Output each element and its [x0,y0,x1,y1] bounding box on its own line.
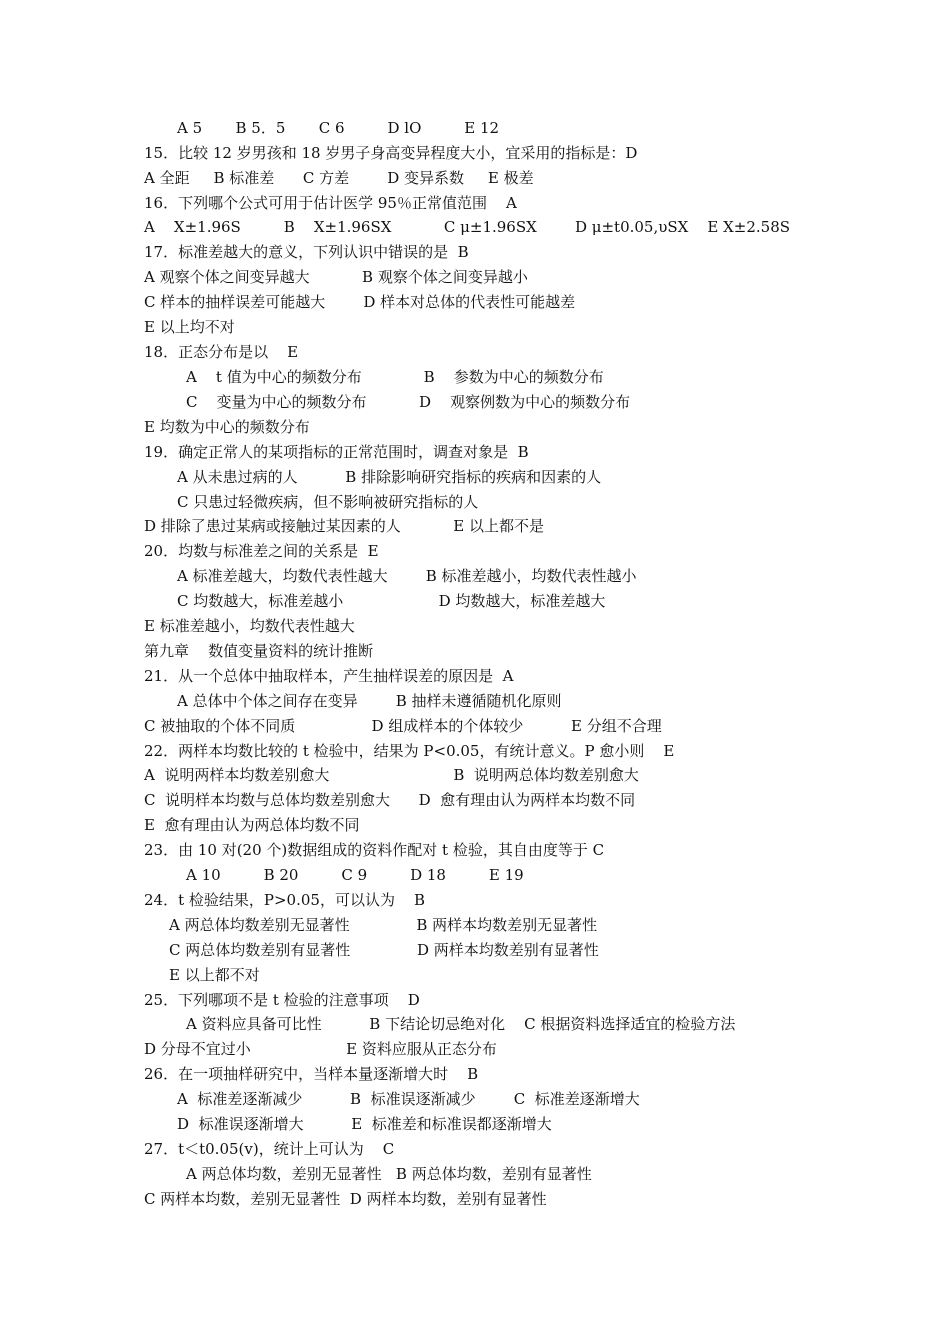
text-line: C 说明样本均数与总体均数差别愈大 D 愈有理由认为两样本均数不同 [144,791,636,809]
text-line: C 只患过轻微疾病，但不影响被研究指标的人 [177,493,479,511]
text-line: A 从未患过病的人 B 排除影响研究指标的疾病和因素的人 [177,468,602,486]
text-line: C 均数越大，标准差越小 D 均数越大，标准差越大 [177,592,606,610]
text-line: A 5 B 5．5 C 6 D lO E 12 [177,119,500,137]
question-18: 18．正态分布是以 E [144,343,299,361]
question-19: 19．确定正常人的某项指标的正常范围时，调查对象是 B [144,443,529,461]
text-line: E 愈有理由认为两总体均数不同 [144,816,360,834]
question-23: 23．由 10 对(20 个)数据组成的资料作配对 t 检验，其自由度等于 C [144,841,605,859]
text-line: A 总体中个体之间存在变异 B 抽样未遵循随机化原则 [177,692,562,710]
question-27: 27．t＜t0.05(v)，统计上可认为 C [144,1140,395,1158]
text-line: C 被抽取的个体不同质 D 组成样本的个体较少 E 分组不合理 [144,717,662,735]
question-24: 24．t 检验结果，P>0.05，可以认为 B [144,891,426,909]
text-line: E 以上均不对 [144,318,235,336]
text-line: A 观察个体之间变异越大 B 观察个体之间变异越小 [144,268,528,286]
text-line: E 均数为中心的频数分布 [144,418,310,436]
text-line: C 样本的抽样误差可能越大 D 样本对总体的代表性可能越差 [144,293,576,311]
text-line: C 两样本均数，差别无显著性 D 两样本均数，差别有显著性 [144,1190,547,1208]
text-line: E 以上都不对 [169,966,260,984]
question-15: 15．比较 12 岁男孩和 18 岁男子身高变异程度大小，宜采用的指标是：D [144,144,638,162]
question-25: 25．下列哪项不是 t 检验的注意事项 D [144,991,420,1009]
text-line: A 两总体均数，差别无显著性 B 两总体均数，差别有显著性 [186,1165,592,1183]
text-line: E 标准差越小，均数代表性越大 [144,617,355,635]
text-line: D 分母不宜过小 E 资料应服从正态分布 [144,1040,497,1058]
text-line: A 两总体均数差别无显著性 B 两样本均数差别无显著性 [169,916,598,934]
text-line: C 两总体均数差别有显著性 D 两样本均数差别有显著性 [169,941,599,959]
text-line: A 标准差越大，均数代表性越大 B 标准差越小，均数代表性越小 [177,567,637,585]
text-line: A t 值为中心的频数分布 B 参数为中心的频数分布 [186,368,604,386]
text-line: A 标准差逐渐减少 B 标准误逐渐减少 C 标准差逐渐增大 [177,1090,640,1108]
text-line: A 说明两样本均数差别愈大 B 说明两总体均数差别愈大 [144,766,639,784]
text-line: D 排除了患过某病或接触过某因素的人 E 以上都不是 [144,517,544,535]
question-16: 16．下列哪个公式可用于估计医学 95％正常值范围 A [144,194,517,212]
question-21: 21．从一个总体中抽取样本，产生抽样误差的原因是 A [144,667,514,685]
text-line: A 资料应具备可比性 B 下结论切忌绝对化 C 根据资料选择适宜的检验方法 [186,1015,736,1033]
question-26: 26．在一项抽样研究中，当样本量逐渐增大时 B [144,1065,479,1083]
text-line: C 变量为中心的频数分布 D 观察例数为中心的频数分布 [186,393,631,411]
question-20: 20．均数与标准差之间的关系是 E [144,542,379,560]
question-17: 17．标准差越大的意义，下列认识中错误的是 B [144,243,469,261]
text-line: A X±1.96S B X±1.96SX C μ±1.96SX D μ±t0.05,υSX E X±2.58S [144,218,791,236]
text-line: A 10 B 20 C 9 D 18 E 19 [186,866,524,884]
text-line: D 标准误逐渐增大 E 标准差和标准误都逐渐增大 [177,1115,552,1133]
chapter-heading: 第九章 数值变量资料的统计推断 [144,642,374,660]
text-line: A 全距 B 标准差 C 方差 D 变异系数 E 极差 [144,169,534,187]
question-22: 22．两样本均数比较的 t 检验中，结果为 P<0.05，有统计意义。P 愈小则 E [144,742,675,760]
